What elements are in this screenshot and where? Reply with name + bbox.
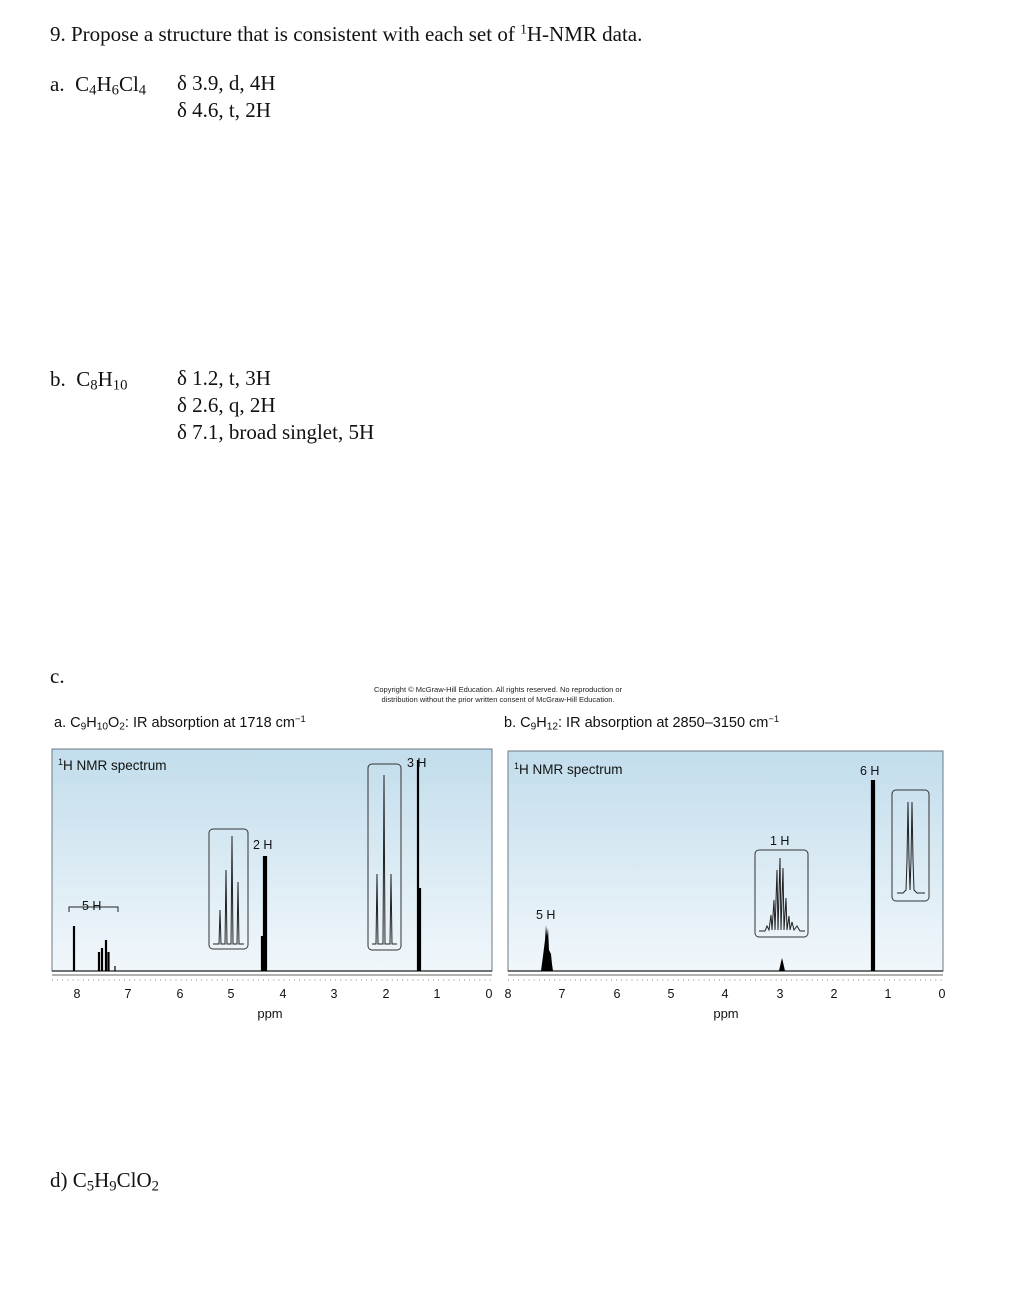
copyright-line: Copyright © McGraw-Hill Education. All rights reserved. No reproduction or (373, 685, 623, 694)
part-b-data-line: δ 2.6, q, 2H (177, 393, 276, 417)
tick-label: 1 (433, 987, 441, 1001)
spectrum-b-title: b. $C_9H_{12}$: IR absorption at 2850–3150 $cm^{-1}$ (504, 712, 780, 733)
part-b-label (50, 367, 127, 392)
spectrum-a-peak-label-5h: 5 H (82, 899, 102, 913)
spectrum-b (505, 751, 946, 1021)
spectrum-b-peak-label-6h: 6 H (860, 764, 880, 778)
question-text-end: H-NMR data. (526, 22, 643, 46)
spectrum-a-plot-area (52, 749, 492, 971)
spectrum-b-tick-labels (505, 987, 946, 1001)
part-d-label (50, 1168, 159, 1193)
part-d-letter: d) (50, 1168, 68, 1192)
part-b-letter: b. (50, 367, 66, 391)
part-a-data (177, 70, 276, 124)
spectrum-b-x-label: ppm (713, 1006, 739, 1021)
spectrum-b-peak-label-5h: 5 H (536, 908, 556, 922)
question-heading (50, 22, 642, 47)
part-a-data-line: δ 3.9, d, 4H (177, 71, 276, 95)
tick-label: 1 (884, 987, 892, 1001)
tick-label: 2 (830, 987, 838, 1001)
spectrum-b-axis (508, 975, 943, 980)
tick-label: 7 (124, 987, 132, 1001)
spectrum-b-peak-label-1h: 1 H (770, 834, 790, 848)
tick-label: 4 (279, 987, 287, 1001)
copyright-line: distribution without the prior written consent of McGraw-Hill Education. (381, 695, 615, 704)
part-b-data-line: δ 7.1, broad singlet, 5H (177, 420, 375, 444)
question-number: 9. (50, 22, 66, 46)
tick-label: 8 (504, 987, 512, 1001)
spectrum-a-peak-label-2h: 2 H (253, 838, 273, 852)
tick-label: 7 (558, 987, 566, 1001)
part-d-formula: $C_5H_9ClO_2$ (72, 1168, 159, 1195)
part-a-data-line: δ 4.6, t, 2H (177, 98, 271, 122)
spectrum-a-x-label: ppm (257, 1006, 283, 1021)
part-b-data (177, 365, 374, 446)
spectrum-a-peak-label-3h: 3 H (407, 756, 427, 770)
tick-label: 0 (938, 987, 946, 1001)
copyright-notice (318, 685, 678, 705)
spectrum-b-peaks (872, 780, 874, 971)
tick-label: 3 (330, 987, 338, 1001)
part-a-formula: $C_4H_6Cl_4$ (75, 72, 147, 99)
tick-label: 8 (73, 987, 81, 1001)
part-c-label: c. (50, 664, 65, 688)
part-b-formula: $C_8H_{10}$ (76, 367, 128, 394)
tick-label: 3 (776, 987, 784, 1001)
tick-label: 5 (227, 987, 235, 1001)
spectrum-b-nmr-label: $^1$H NMR spectrum (514, 761, 623, 777)
tick-label: 0 (485, 987, 493, 1001)
tick-label: 6 (613, 987, 621, 1001)
part-b-data-line: δ 1.2, t, 3H (177, 366, 271, 390)
spectrum-a-tick-labels (74, 987, 493, 1001)
question-sup: 1 (520, 21, 527, 37)
nmr-spectra-figure (0, 740, 1028, 1030)
spectrum-a-title: a. $C_9H_{10}O_2$: IR absorption at 1718 $cm^{-1}$ (54, 712, 306, 733)
tick-label: 4 (721, 987, 729, 1001)
tick-label: 6 (176, 987, 184, 1001)
spectrum-a (52, 749, 493, 1021)
spectrum-b-plot-area (508, 751, 943, 971)
tick-label: 5 (667, 987, 675, 1001)
question-text: Propose a structure that is consistent with each set of (71, 22, 521, 46)
tick-label: 2 (382, 987, 390, 1001)
part-a-label (50, 72, 146, 97)
part-a-letter: a. (50, 72, 65, 96)
spectrum-a-nmr-label: $^1$H NMR spectrum (58, 757, 167, 773)
spectrum-a-axis (52, 975, 492, 980)
